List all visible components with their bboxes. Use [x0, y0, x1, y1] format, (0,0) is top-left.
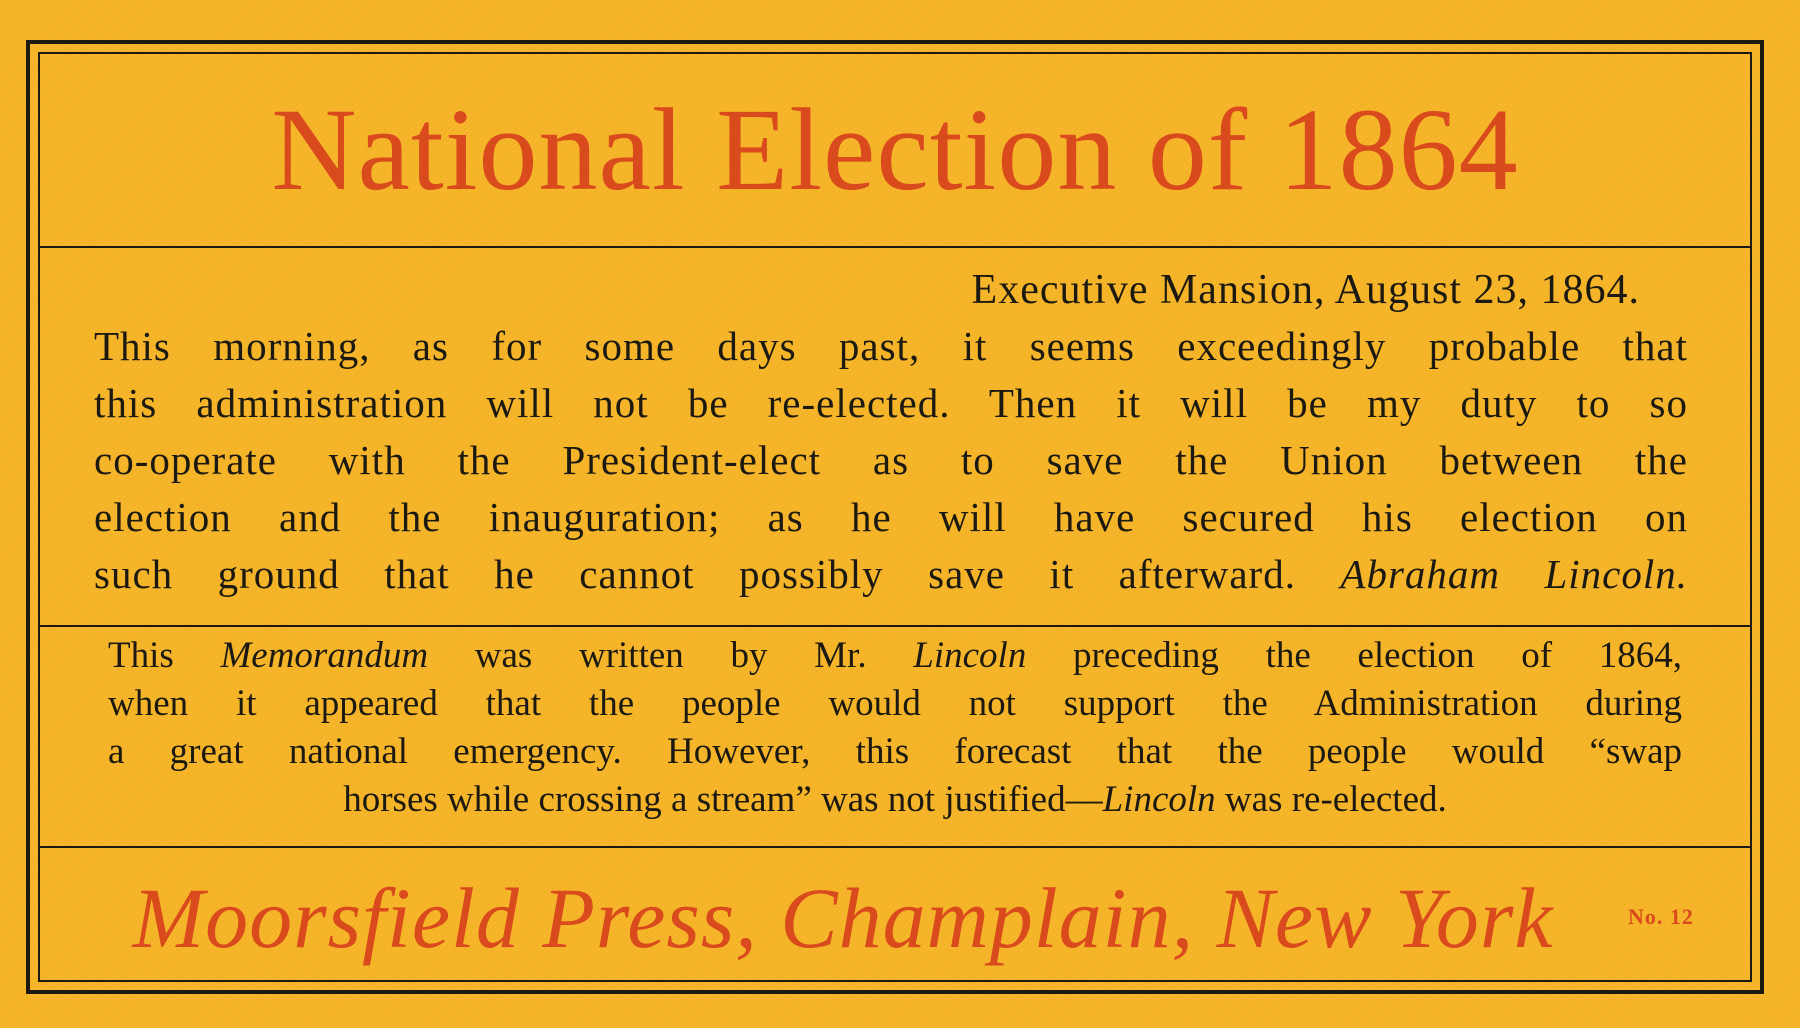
- memorandum-line-last: [94, 546, 1688, 603]
- page-title: National Election of 1864: [271, 84, 1519, 215]
- note-text: horses while crossing a stream” was not justified—: [343, 779, 1103, 820]
- note-text: was re-elected.: [1224, 779, 1447, 820]
- memorandum-text: [94, 318, 1688, 603]
- note-text: This: [108, 635, 174, 676]
- memorandum-line: This morning, as for some days past, it seems exceedingly probable that: [94, 323, 1688, 369]
- memorandum-last-text: such ground that he cannot possibly save it afterward.: [94, 551, 1296, 597]
- signature: Abraham Lincoln.: [1340, 551, 1688, 597]
- note-line: [108, 632, 1682, 680]
- historical-note: [108, 632, 1682, 824]
- note-line: when it appeared that the people would not support the Administration during: [108, 683, 1682, 724]
- dateline: Executive Mansion, August 23, 1864.: [971, 267, 1640, 313]
- note-text: preceding the election of 1864,: [1073, 635, 1683, 676]
- divider-rule: [38, 846, 1752, 848]
- note-line: [108, 776, 1682, 824]
- note-italic: Lincoln: [913, 635, 1027, 676]
- note-text: was written by Mr.: [474, 635, 867, 676]
- note-line: a great national emergency. However, this forecast that the people would “swap: [108, 731, 1682, 772]
- note-italic: Memorandum: [220, 635, 429, 676]
- press-imprint: Moorsfield Press, Champlain, New York: [132, 870, 1554, 966]
- memorandum-line: election and the inauguration; as he will have secured his election on: [94, 494, 1688, 540]
- issue-number: No. 12: [1628, 904, 1694, 929]
- divider-rule: [38, 625, 1752, 627]
- divider-rule: [38, 246, 1752, 248]
- note-italic: Lincoln: [1102, 779, 1216, 820]
- memorandum-line: co-operate with the President-elect as to save the Union between the: [94, 437, 1688, 483]
- memorandum-line: this administration will not be re-elected. Then it will be my duty to so: [94, 380, 1688, 426]
